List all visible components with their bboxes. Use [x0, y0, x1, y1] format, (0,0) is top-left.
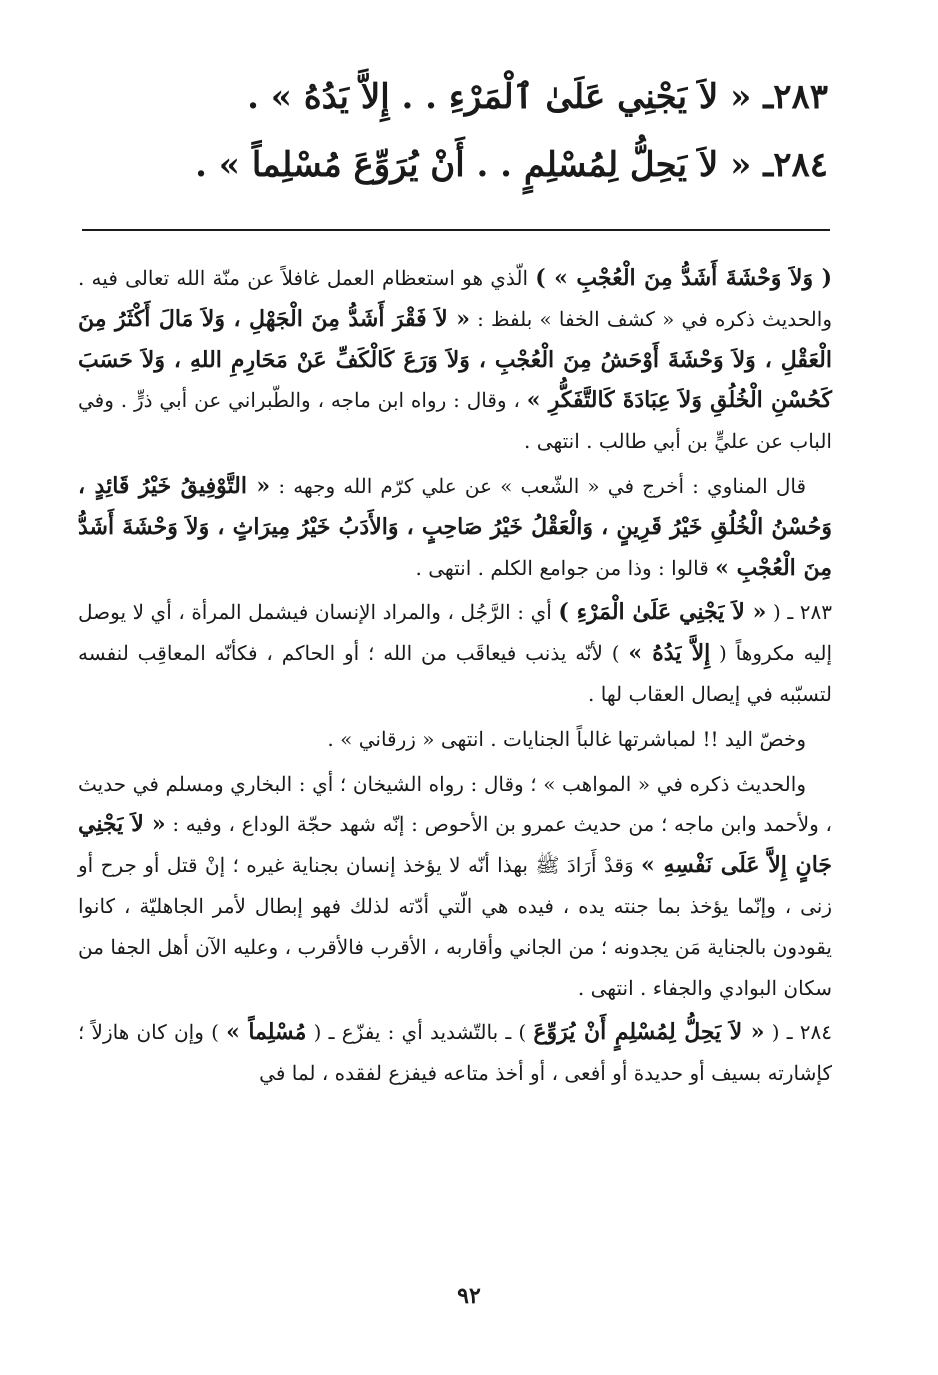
text: ) ـ بالتّشديد أي : يفزّع ـ ( [306, 1020, 534, 1045]
commentary-paragraph-2 [78, 466, 832, 588]
page-number: ٩٢ [457, 1283, 481, 1309]
footnote-divider [82, 229, 830, 231]
text: الّذي هو استعظام العمل غافلاً عن منّة الله تعالى فيه . والحديث ذكره في « كشف الخفا » بلفظ : [78, 266, 832, 331]
quote: إِلاَّ يَدُهُ » [628, 640, 711, 667]
text: ٢٨٤ ـ ( [764, 1020, 832, 1045]
text: ، وقال : رواه ابن ماجه ، والطّبراني عن أبي ذرٍّ . وفي الباب عن عليٍّ بن أبي طالب . انتهى . [78, 388, 832, 454]
text: وَقدْ أَرَادَ ﷺ بهذا أنّه لا يؤخذ إنسان بجناية غيره ؛ إنْ قتل أو جرح أو زنى ، وإنّما يؤخذ بما جنته يده ، فيده هي الّتي أدّته لذلك فهو إبطال لأمر الجاهليّة ، كانوا يقودون بالجناية مَن يجدونه ؛ من الجاني وأقاربه ، الأقرب فالأقرب ، وعليه الآن أهل الجفا من سكان البوادي والجفاء . انتهى . [78, 853, 832, 1000]
commentary-paragraph-1 [78, 258, 832, 462]
text: ٢٨٣ ـ ( [766, 600, 832, 625]
commentary-paragraph-6 [78, 1012, 832, 1094]
quote: « لاَ فَقْرَ أَشَدُّ مِنَ الْجَهْلِ ، وَلاَ مَالَ أَكْثَرُ مِنَ الْعَقْلِ ، وَلاَ وَحْشَةَ أَوْحَشُ مِنَ الْعُجْبِ ، وَلاَ وَرَعَ كَالْكَفِّ عَنْ مَحَارِمِ اللهِ ، وَلاَ حَسَبَ كَحُسْنِ الْخُلُقِ وَلاَ عِبَادَةَ كَالتَّفَكُّرِ » [78, 305, 832, 414]
quote: ( وَلاَ وَحْشَةَ أَشَدُّ مِنَ الْعُجْبِ » ) [535, 265, 833, 291]
commentary-paragraph-4 [78, 719, 832, 760]
commentary-paragraph-3 [78, 592, 832, 714]
quote: « لاَ يَحِلُّ لِمُسْلِمٍ أَنْ يُرَوِّعَ [533, 1019, 765, 1046]
quote: « لاَ يَجْنِي جَانٍ إِلاَّ عَلَى نَفْسِهِ » [78, 811, 832, 879]
text: قال المناوي : أخرج في « الشّعب » عن علي كرّم الله وجهه : [270, 473, 806, 498]
quote: مُسْلِماً » [226, 1019, 307, 1046]
hadith-284: ٢٨٤ـ « لاَ يَحِلُّ لِمُسْلِمٍ . . أَنْ يُرَوِّعَ مُسْلِماً » . [195, 145, 828, 185]
hadith-283: ٢٨٣ـ « لاَ يَجْنِي عَلَىٰ ٱلْمَرْءِ . . إِلاَّ يَدُهُ » . [247, 77, 828, 117]
text: والحديث ذكره في « المواهب » ؛ وقال : رواه الشيخان ؛ أي : البخاري ومسلم في حديث ، ولأحمد وابن ماجه ؛ من حديث عمرو بن الأحوص : إنّه شهد حجّة الوداع ، وفيه : [78, 771, 832, 837]
commentary-paragraph-5 [78, 764, 832, 1009]
text: أي : الرَّجُل ، والمراد الإنسان فيشمل المرأة ، أي لا يوصل إليه مكروهاً ( [78, 600, 832, 666]
text: ) لأنّه يذنب فيعاقَب من الله ؛ أو الحاكم ، فكأنّه المعاقِب لنفسه لتسبّبه في إيصال العقاب لها . [78, 641, 832, 706]
text: وخصّ اليد !! لمباشرتها غالباً الجنايات . انتهى « زرقاني » . [327, 726, 806, 751]
text: ) وإن كان هازلاً ؛ كإشارته بسيف أو حديدة أو أفعى ، أو أخذ متاعه فيفزع لفقده ، لما في [78, 1020, 832, 1086]
text: قالوا : وذا من جوامع الكلم . انتهى . [415, 555, 716, 580]
commentary [78, 258, 832, 1098]
quote: « التَّوْفِيقُ خَيْرُ قَائِدٍ ، وَحُسْنُ الْخُلُقِ خَيْرُ قَرِينٍ ، وَالْعَقْلُ خَيْرُ صَاحِبٍ ، وَالأَدَبُ خَيْرُ مِيرَاثٍ ، وَلاَ وَحْشَةَ أَشَدُّ مِنَ الْعُجْبِ » [78, 472, 832, 581]
quote: « لاَ يَجْنِي عَلَىٰ الْمَرْءِ ) [558, 599, 767, 626]
